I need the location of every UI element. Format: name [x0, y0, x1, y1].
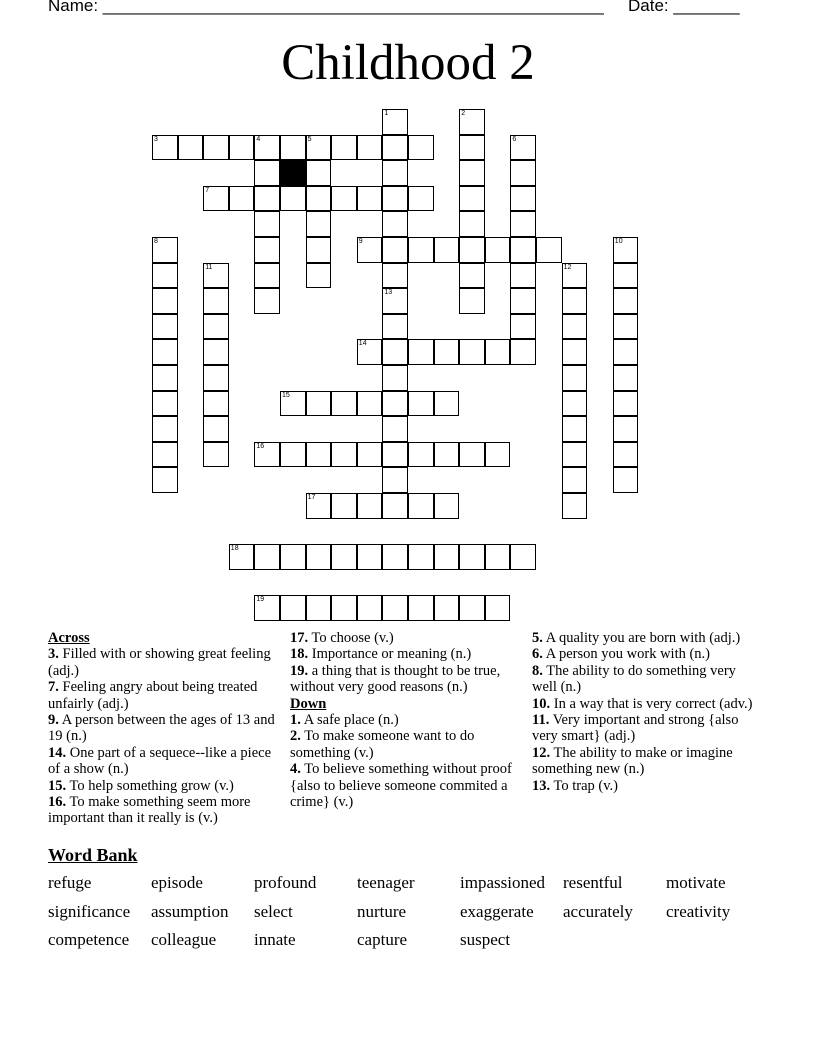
grid-cell[interactable] [357, 442, 383, 468]
grid-cell[interactable] [382, 160, 408, 186]
grid-cell[interactable] [229, 186, 255, 212]
word-bank-title: Word Bank [48, 845, 138, 865]
clue-item-text: A person between the ages of 13 and 19 (n.) [48, 712, 275, 745]
word-bank-item: colleague [151, 930, 217, 949]
grid-cell[interactable] [254, 544, 280, 570]
grid-cell[interactable] [254, 263, 280, 289]
grid-cell[interactable] [459, 595, 485, 621]
grid-cell[interactable] [562, 365, 588, 391]
grid-cell[interactable] [306, 595, 332, 621]
grid-cell[interactable] [331, 442, 357, 468]
grid-cell[interactable] [459, 211, 485, 237]
grid-cell[interactable] [459, 339, 485, 365]
grid-cell[interactable] [280, 135, 306, 161]
grid-cell[interactable] [408, 237, 434, 263]
word-bank-item: suspect [460, 930, 511, 949]
grid-cell[interactable] [203, 391, 229, 417]
grid-cell[interactable] [382, 211, 408, 237]
grid-cell[interactable] [203, 186, 229, 212]
grid-cell[interactable] [459, 237, 485, 263]
grid-cell[interactable] [459, 544, 485, 570]
grid-cell[interactable] [152, 263, 178, 289]
grid-cell[interactable] [408, 339, 434, 365]
grid-cell[interactable] [152, 314, 178, 340]
clue-item-text: Very important and strong {also very smart} (adj.) [532, 712, 739, 745]
grid-cell[interactable] [306, 544, 332, 570]
clue-item-text: A quality you are born with (adj.) [542, 630, 741, 646]
grid-cell[interactable] [203, 263, 229, 289]
grid-cell[interactable] [562, 493, 588, 519]
clue-item [48, 778, 280, 794]
grid-cell[interactable] [434, 442, 460, 468]
grid-cell[interactable] [459, 263, 485, 289]
clue-number: 10 [614, 238, 623, 245]
grid-cell[interactable] [280, 544, 306, 570]
grid-cell[interactable] [357, 595, 383, 621]
clue-item-number: 7. [48, 679, 59, 696]
grid-cell[interactable] [357, 237, 383, 263]
clue-item [532, 696, 762, 712]
clue-item [48, 794, 280, 827]
grid-cell[interactable] [254, 237, 280, 263]
clue-item-text: To trap (v.) [550, 777, 618, 794]
clue-item [290, 728, 525, 761]
grid-cell[interactable] [254, 595, 280, 621]
grid-cell[interactable] [229, 544, 255, 570]
clue-item-number: 19. [290, 662, 309, 679]
grid-cell[interactable] [382, 135, 408, 161]
grid-cell[interactable] [280, 186, 306, 212]
grid-cell[interactable] [408, 186, 434, 212]
grid-cell[interactable] [306, 237, 332, 263]
clue-number: 7 [205, 186, 210, 194]
clue-item-number: 6. [532, 646, 543, 663]
grid-cell[interactable] [562, 442, 588, 468]
clue-number: 3 [154, 135, 158, 143]
word-bank-item: exaggerate [460, 902, 534, 921]
grid-cell[interactable] [306, 391, 332, 417]
grid-cell[interactable] [382, 314, 408, 340]
clue-number: 5 [307, 135, 312, 143]
clue-item-number: 9. [48, 712, 59, 729]
grid-cell[interactable] [485, 442, 511, 468]
grid-cell[interactable] [357, 135, 383, 161]
grid-cell[interactable] [203, 442, 229, 468]
grid-cell[interactable] [408, 391, 434, 417]
clue-number: 1 [384, 110, 389, 117]
word-bank-item: assumption [151, 902, 229, 921]
grid-cell[interactable] [382, 365, 408, 391]
clue-item-number: 15. [48, 777, 67, 794]
clue-item-number: 10. [532, 695, 551, 712]
word-bank-item: significance [48, 902, 131, 921]
grid-cell[interactable] [152, 467, 178, 493]
grid-cell[interactable] [613, 391, 639, 417]
grid-cell[interactable] [229, 135, 255, 161]
clue-item-text: One part of a sequece--like a piece of a show (n.) [48, 744, 272, 778]
clues-column-1 [48, 630, 280, 827]
grid-cell[interactable] [203, 416, 229, 442]
clue-number: 17 [307, 494, 316, 501]
grid-cell[interactable] [613, 416, 639, 442]
grid-cell[interactable] [254, 135, 280, 161]
grid-cell[interactable] [152, 442, 178, 468]
grid-cell[interactable] [254, 288, 280, 314]
clue-item-number: 2. [290, 728, 301, 745]
grid-cell[interactable] [254, 442, 280, 468]
clue-number: 4 [256, 135, 261, 143]
grid-cell[interactable] [382, 263, 408, 289]
grid-cell[interactable] [331, 135, 357, 161]
grid-cell[interactable] [434, 339, 460, 365]
grid-cell[interactable] [510, 186, 536, 212]
word-bank-item: impassioned [460, 873, 545, 892]
grid-cell[interactable] [152, 135, 178, 161]
grid-cell[interactable] [408, 544, 434, 570]
clue-item [290, 646, 525, 662]
grid-cell[interactable] [152, 339, 178, 365]
grid-cell[interactable] [382, 109, 408, 135]
clue-number: 18 [230, 545, 239, 553]
grid-cell[interactable] [203, 314, 229, 340]
grid-cell[interactable] [203, 288, 229, 314]
grid-cell[interactable] [357, 391, 383, 417]
grid-cell[interactable] [562, 339, 588, 365]
clue-item [532, 745, 762, 778]
grid-cell[interactable] [434, 544, 460, 570]
grid-cell[interactable] [459, 109, 485, 135]
grid-cell[interactable] [562, 288, 588, 314]
grid-cell[interactable] [382, 237, 408, 263]
clue-item-text: Importance or meaning (n.) [308, 646, 472, 663]
grid-cell[interactable] [152, 237, 178, 263]
grid-cell[interactable] [434, 595, 460, 621]
clue-number: 13 [384, 289, 393, 297]
grid-cell[interactable] [408, 135, 434, 161]
clue-item [290, 712, 525, 728]
clue-item-number: 12. [532, 744, 551, 761]
clues-column-3 [532, 630, 762, 794]
word-bank-item: select [254, 902, 293, 921]
word-bank-item: teenager [357, 873, 415, 892]
grid-cell[interactable] [613, 442, 639, 468]
grid-cell[interactable] [510, 135, 536, 161]
clue-item [290, 630, 525, 646]
grid-cell[interactable] [203, 365, 229, 391]
clue-item [532, 778, 762, 794]
grid-cell[interactable] [306, 442, 332, 468]
clue-item [48, 745, 280, 778]
grid-cell[interactable] [331, 391, 357, 417]
clue-item-text: To help something grow (v.) [66, 777, 234, 794]
across-heading: Across [48, 630, 90, 646]
word-bank-item: innate [254, 930, 296, 949]
grid-cell[interactable] [382, 391, 408, 417]
clue-item [532, 712, 762, 745]
grid-cell[interactable] [382, 288, 408, 314]
grid-cell[interactable] [510, 288, 536, 314]
clue-item [532, 646, 762, 662]
clue-number: 19 [256, 596, 265, 604]
grid-cell[interactable] [382, 186, 408, 212]
grid-cell[interactable] [280, 595, 306, 621]
grid-cell[interactable] [510, 263, 536, 289]
clue-item [290, 663, 525, 696]
grid-cell[interactable] [485, 237, 511, 263]
grid-cell[interactable] [434, 391, 460, 417]
clue-item-number: 16. [48, 794, 67, 811]
clue-item-text: A safe place (n.) [300, 712, 399, 729]
grid-cell[interactable] [203, 339, 229, 365]
grid-cell[interactable] [613, 263, 639, 289]
grid-cell[interactable] [562, 391, 588, 417]
grid-cell[interactable] [306, 135, 332, 161]
clue-item-number: 11. [532, 712, 550, 729]
clue-item-text: To make someone want to do something (v.) [290, 728, 475, 761]
grid-cell[interactable] [459, 135, 485, 161]
grid-cell[interactable] [510, 237, 536, 263]
grid-cell[interactable] [382, 442, 408, 468]
grid-cell[interactable] [459, 288, 485, 314]
grid-cell[interactable] [459, 160, 485, 186]
clue-item-text: To choose (v.) [308, 630, 394, 646]
grid-cell[interactable] [536, 237, 562, 263]
clue-item [532, 630, 762, 646]
clue-item-text: To make something seem more important than it really is (v.) [48, 794, 251, 827]
clue-item-text: Feeling angry about being treated unfairly (adj.) [48, 679, 258, 712]
grid-cell[interactable] [152, 416, 178, 442]
grid-cell[interactable] [306, 186, 332, 212]
clue-item-number: 13. [532, 777, 551, 794]
down-heading: Down [290, 695, 327, 712]
page-title: Childhood 2 [281, 35, 535, 91]
grid-cell[interactable] [306, 160, 332, 186]
grid-cell[interactable] [152, 365, 178, 391]
word-bank-item: accurately [563, 902, 633, 921]
grid-cell[interactable] [510, 314, 536, 340]
clue-item-number: 3. [48, 646, 59, 663]
clue-item-number: 18. [290, 646, 309, 663]
clue-item-number: 1. [290, 712, 301, 729]
grid-cell[interactable] [459, 442, 485, 468]
grid-cell[interactable] [408, 595, 434, 621]
clue-number: 11 [205, 263, 213, 271]
clue-item-number: 4. [290, 761, 301, 778]
grid-cell[interactable] [331, 186, 357, 212]
grid-cell[interactable] [459, 186, 485, 212]
clue-item-number: 5. [532, 630, 543, 646]
word-bank-item: capture [357, 930, 408, 949]
clue-number: 12 [563, 263, 572, 271]
word-bank-item: refuge [48, 873, 92, 892]
grid-cell[interactable] [408, 493, 434, 519]
clue-item-text: In a way that is very correct (adv.) [550, 695, 753, 712]
grid-cell[interactable] [613, 314, 639, 340]
clue-item-text: The ability to make or imagine something new (n.) [532, 744, 733, 778]
grid-cell[interactable] [485, 339, 511, 365]
clue-item [290, 761, 525, 810]
grid-cell[interactable] [203, 135, 229, 161]
grid-cell[interactable] [510, 544, 536, 570]
clue-item-number: 14. [48, 744, 67, 761]
clue-item-text: A person you work with (n.) [542, 646, 711, 663]
grid-cell[interactable] [152, 288, 178, 314]
grid-cell[interactable] [562, 467, 588, 493]
clue-item [48, 712, 280, 745]
grid-cell[interactable] [254, 160, 280, 186]
word-bank-item: motivate [666, 873, 726, 892]
word-bank-item: creativity [666, 902, 731, 921]
grid-cell[interactable] [562, 263, 588, 289]
grid-cell[interactable] [613, 365, 639, 391]
grid-cell[interactable] [280, 391, 306, 417]
grid-cell[interactable] [280, 442, 306, 468]
grid-cell[interactable] [485, 595, 511, 621]
grid-cell[interactable] [382, 467, 408, 493]
word-bank-item: resentful [563, 873, 623, 892]
clue-item-text: Filled with or showing great feeling (adj.) [48, 646, 271, 679]
grid-cell[interactable] [306, 493, 332, 519]
clue-number: 9 [358, 238, 363, 245]
grid-cell[interactable] [357, 186, 383, 212]
grid-cell[interactable] [485, 544, 511, 570]
grid-cell[interactable] [357, 493, 383, 519]
grid-cell[interactable] [331, 544, 357, 570]
word-bank-item: episode [151, 873, 203, 892]
word-bank-item: nurture [357, 902, 407, 921]
grid-cell[interactable] [382, 493, 408, 519]
grid-cell[interactable] [613, 288, 639, 314]
grid-cell[interactable] [357, 339, 383, 365]
clue-item-text: a thing that is thought to be true, without very good reasons (n.) [290, 662, 501, 696]
clue-number: 2 [461, 110, 466, 117]
clue-item [48, 679, 280, 712]
grid-cell[interactable] [510, 339, 536, 365]
clues-column-2 [290, 630, 525, 810]
grid-cell[interactable] [382, 339, 408, 365]
grid-cell[interactable] [510, 211, 536, 237]
clue-item-number: 17. [290, 630, 309, 646]
clue-number: 6 [512, 135, 517, 143]
clue-item-number: 8. [532, 662, 543, 679]
grid-cell[interactable] [434, 237, 460, 263]
grid-cell[interactable] [408, 442, 434, 468]
grid-cell[interactable] [254, 186, 280, 212]
grid-cell[interactable] [613, 237, 639, 263]
clue-number: 16 [256, 442, 265, 450]
grid-cell[interactable] [613, 467, 639, 493]
grid-cell[interactable] [510, 160, 536, 186]
grid-cell[interactable] [331, 493, 357, 519]
word-bank-item: profound [254, 873, 317, 892]
clue-item-text: To believe something without proof {also to believe someone commited a crime} (v.) [290, 761, 512, 811]
grid-cell[interactable] [254, 211, 280, 237]
grid-cell[interactable] [331, 595, 357, 621]
grid-cell[interactable] [382, 416, 408, 442]
grid-cell[interactable] [613, 339, 639, 365]
grid-cell[interactable] [306, 263, 332, 289]
clue-number: 15 [282, 391, 290, 399]
grid-cell[interactable] [434, 493, 460, 519]
grid-cell[interactable] [562, 416, 588, 442]
grid-cell[interactable] [357, 544, 383, 570]
clue-item [532, 663, 762, 696]
clue-item [48, 646, 280, 679]
grid-cell[interactable] [562, 314, 588, 340]
grid-cell[interactable] [382, 544, 408, 570]
black-cell [280, 160, 306, 186]
grid-cell[interactable] [306, 211, 332, 237]
name-field[interactable]: Name: _____________________________________________________ [48, 0, 604, 15]
grid-cell[interactable] [152, 391, 178, 417]
clue-item-text: The ability to do something very well (n.) [532, 662, 736, 696]
clue-number: 14 [358, 340, 367, 348]
clue-number: 8 [154, 238, 158, 245]
word-bank-item: competence [48, 930, 130, 949]
date-field[interactable]: Date: _______ [628, 0, 740, 15]
grid-cell[interactable] [178, 135, 204, 161]
grid-cell[interactable] [382, 595, 408, 621]
